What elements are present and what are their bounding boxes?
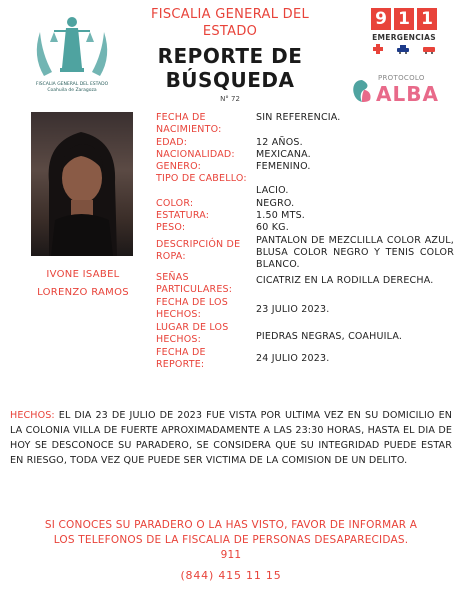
weight-label: PESO:	[156, 222, 186, 233]
clothing-label: DESCRIPCIÓN DE ROPA:	[156, 239, 241, 262]
police-car-icon	[396, 44, 410, 54]
logo-text-line1: FISCALIA GENERAL DEL ESTADO	[35, 82, 109, 87]
missing-person-photo	[31, 112, 133, 256]
height-label: ESTATURA:	[156, 210, 210, 221]
contact-line-3: 911	[220, 549, 242, 561]
event-date-label: FECHA DE LOS HECHOS:	[156, 297, 228, 320]
report-date-value: 24 JULIO 2023.	[256, 353, 330, 364]
marks-value: CICATRIZ EN LA RODILLA DERECHA.	[256, 275, 434, 286]
report-title	[130, 44, 330, 92]
color-label: COLOR:	[156, 198, 194, 209]
hair-label: TIPO DE CABELLO:	[156, 173, 247, 184]
emergency-digit-1b: 1	[417, 8, 437, 30]
report-date-label: FECHA DE REPORTE:	[156, 347, 206, 370]
person-name	[14, 266, 152, 302]
agency-title	[130, 6, 330, 40]
contact-notice	[16, 518, 446, 563]
marks-label: SEÑAS PARTICULARES:	[156, 272, 233, 295]
alba-protocol-logo	[350, 70, 450, 110]
emergency-digit-9: 9	[371, 8, 391, 30]
fire-truck-icon	[422, 44, 436, 54]
alba-big-label: ALBA	[376, 82, 439, 106]
agency-line-1: FISCALIA GENERAL DEL	[150, 7, 310, 22]
contact-line-2: LOS TELEFONOS DE LA FISCALIA DE PERSONAS DESAPARECIDAS.	[53, 534, 409, 546]
emergency-digit-1a: 1	[394, 8, 414, 30]
gender-label: GENERO:	[156, 161, 201, 172]
weight-value: 60 KG.	[256, 222, 289, 233]
age-label: EDAD:	[156, 137, 188, 148]
birth-label: FECHA DE NACIMIENTO:	[156, 112, 222, 135]
facts-text: EL DIA 23 DE JULIO DE 2023 FUE VISTA POR ULTIMA VEZ EN SU DOMICILIO EN LA COLONIA VILLA DE FUERTE APROXIMADAMENTE A LAS 23:30 HORAS, HASTA EL DIA DE HOY SE DESCONOCE SU PARADERO, SE CONSIDERA QUE SU INTEGRIDAD PUEDE ESTAR EN RIESGO, TODA VEZ QUE PUEDE SER VICTIMA DE LA COMISION DE UN DELITO.	[10, 410, 453, 466]
agency-line-2: ESTADO	[202, 24, 258, 39]
nationality-label: NACIONALIDAD:	[156, 149, 235, 160]
person-first-names: IVONE ISABEL	[46, 269, 120, 280]
alba-head-icon	[350, 78, 374, 104]
age-value: 12 AÑOS.	[256, 137, 303, 148]
gender-value: FEMENINO.	[256, 161, 311, 172]
hair-value: LACIO.	[256, 185, 289, 196]
event-place-label: LUGAR DE LOS HECHOS:	[156, 322, 229, 345]
event-date-value: 23 JULIO 2023.	[256, 304, 330, 315]
event-place-value: PIEDRAS NEGRAS, COAHUILA.	[256, 331, 403, 342]
logo-text-line2: Coahuila de Zaragoza	[47, 88, 97, 93]
report-title-line-1: REPORTE DE	[157, 44, 303, 68]
nationality-value: MEXICANA.	[256, 149, 311, 160]
emergency-911-logo	[368, 8, 440, 64]
height-value: 1.50 MTS.	[256, 210, 306, 221]
facts-paragraph	[10, 408, 452, 468]
report-number: N° 72	[220, 95, 240, 103]
facts-label: HECHOS:	[10, 410, 55, 421]
alba-small-label: PROTOCOLO	[378, 74, 425, 82]
report-title-line-2: BÚSQUEDA	[165, 68, 295, 92]
medical-cross-icon	[372, 44, 384, 54]
contact-phone: (844) 415 11 15	[180, 569, 282, 582]
birth-value: SIN REFERENCIA.	[256, 112, 341, 123]
person-last-names: LORENZO RAMOS	[37, 287, 129, 298]
contact-line-1: SI CONOCES SU PARADERO O LA HAS VISTO, FAVOR DE INFORMAR A	[44, 519, 418, 531]
fiscalia-logo	[22, 6, 122, 100]
emergency-label: EMERGENCIAS	[372, 33, 436, 42]
clothing-value: PANTALON DE MEZCLILLA COLOR AZUL, BLUSA COLOR NEGRO Y TENIS COLOR BLANCO.	[256, 235, 454, 270]
color-value: NEGRO.	[256, 198, 295, 209]
